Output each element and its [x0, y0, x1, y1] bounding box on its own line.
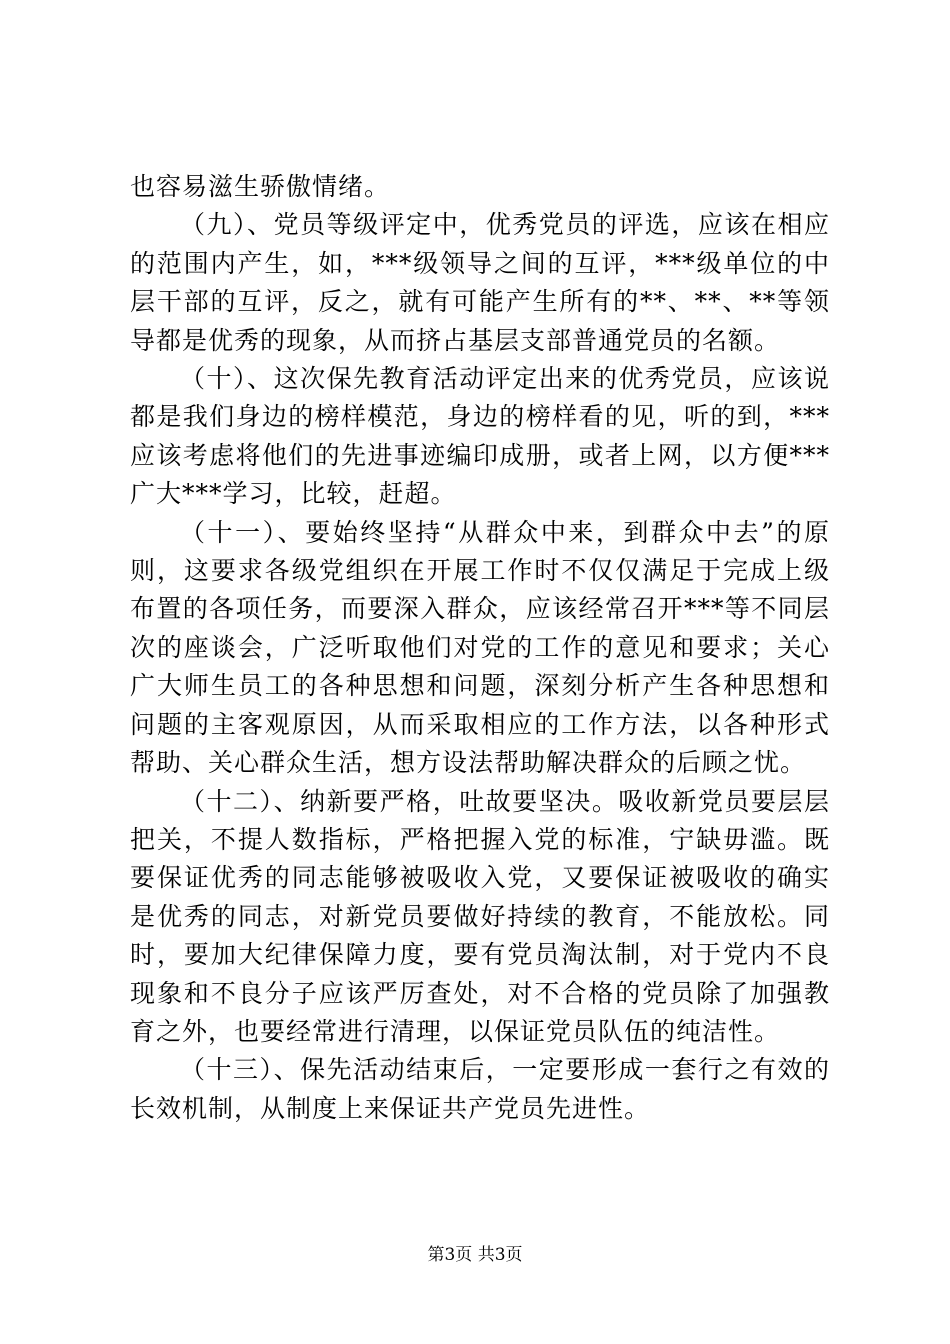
- paragraph-item-11: （十一）、要始终坚持“从群众中来，到群众中去”的原则，这要求各级党组织在开展工作时不仅仅满足于完成上级布置的各项任务，而要深入群众，应该经常召开***等不同层次的座谈会，广泛听取他们对党的工作的意见和要求；关心广大师生员工的各种思想和问题，深刻分析产生各种思想和问题的主客观原因，从而采取相应的工作方法，以各种形式帮助、关心群众生活，想方设法帮助解决群众的后顾之忧。: [130, 517, 830, 778]
- page-number-footer: 第3页 共3页: [427, 1245, 523, 1265]
- paragraph-item-10: （十）、这次保先教育活动评定出来的优秀党员，应该说都是我们身边的榜样模范，身边的榜样看的见，听的到，***应该考虑将他们的先进事迹编印成册，或者上网，以方便***广大***学习，比较，赶超。: [130, 364, 830, 509]
- document-body: [130, 168, 830, 1128]
- paragraph-item-13: （十三）、保先活动结束后，一定要形成一套行之有效的长效机制，从制度上来保证共产党员先进性。: [130, 1055, 830, 1123]
- paragraph-item-9: （九）、党员等级评定中，优秀党员的评选，应该在相应的范围内产生，如，***级领导之间的互评，***级单位的中层干部的互评，反之，就有可能产生所有的**、**、**等领导都是优秀的现象，从而挤占基层支部普通党员的名额。: [130, 210, 830, 355]
- paragraph-item-12: （十二）、纳新要严格，吐故要坚决。吸收新党员要层层把关，不提人数指标，严格把握入党的标准，宁缺毋滥。既要保证优秀的同志能够被吸收入党，又要保证被吸收的确实是优秀的同志，对新党员要做好持续的教育，不能放松。同时，要加大纪律保障力度，要有党员淘汰制，对于党内不良现象和不良分子应该严厉查处，对不合格的党员除了加强教育之外，也要经常进行清理，以保证党员队伍的纯洁性。: [130, 786, 830, 1046]
- paragraph-continued: 也容易滋生骄傲情绪。: [130, 172, 391, 201]
